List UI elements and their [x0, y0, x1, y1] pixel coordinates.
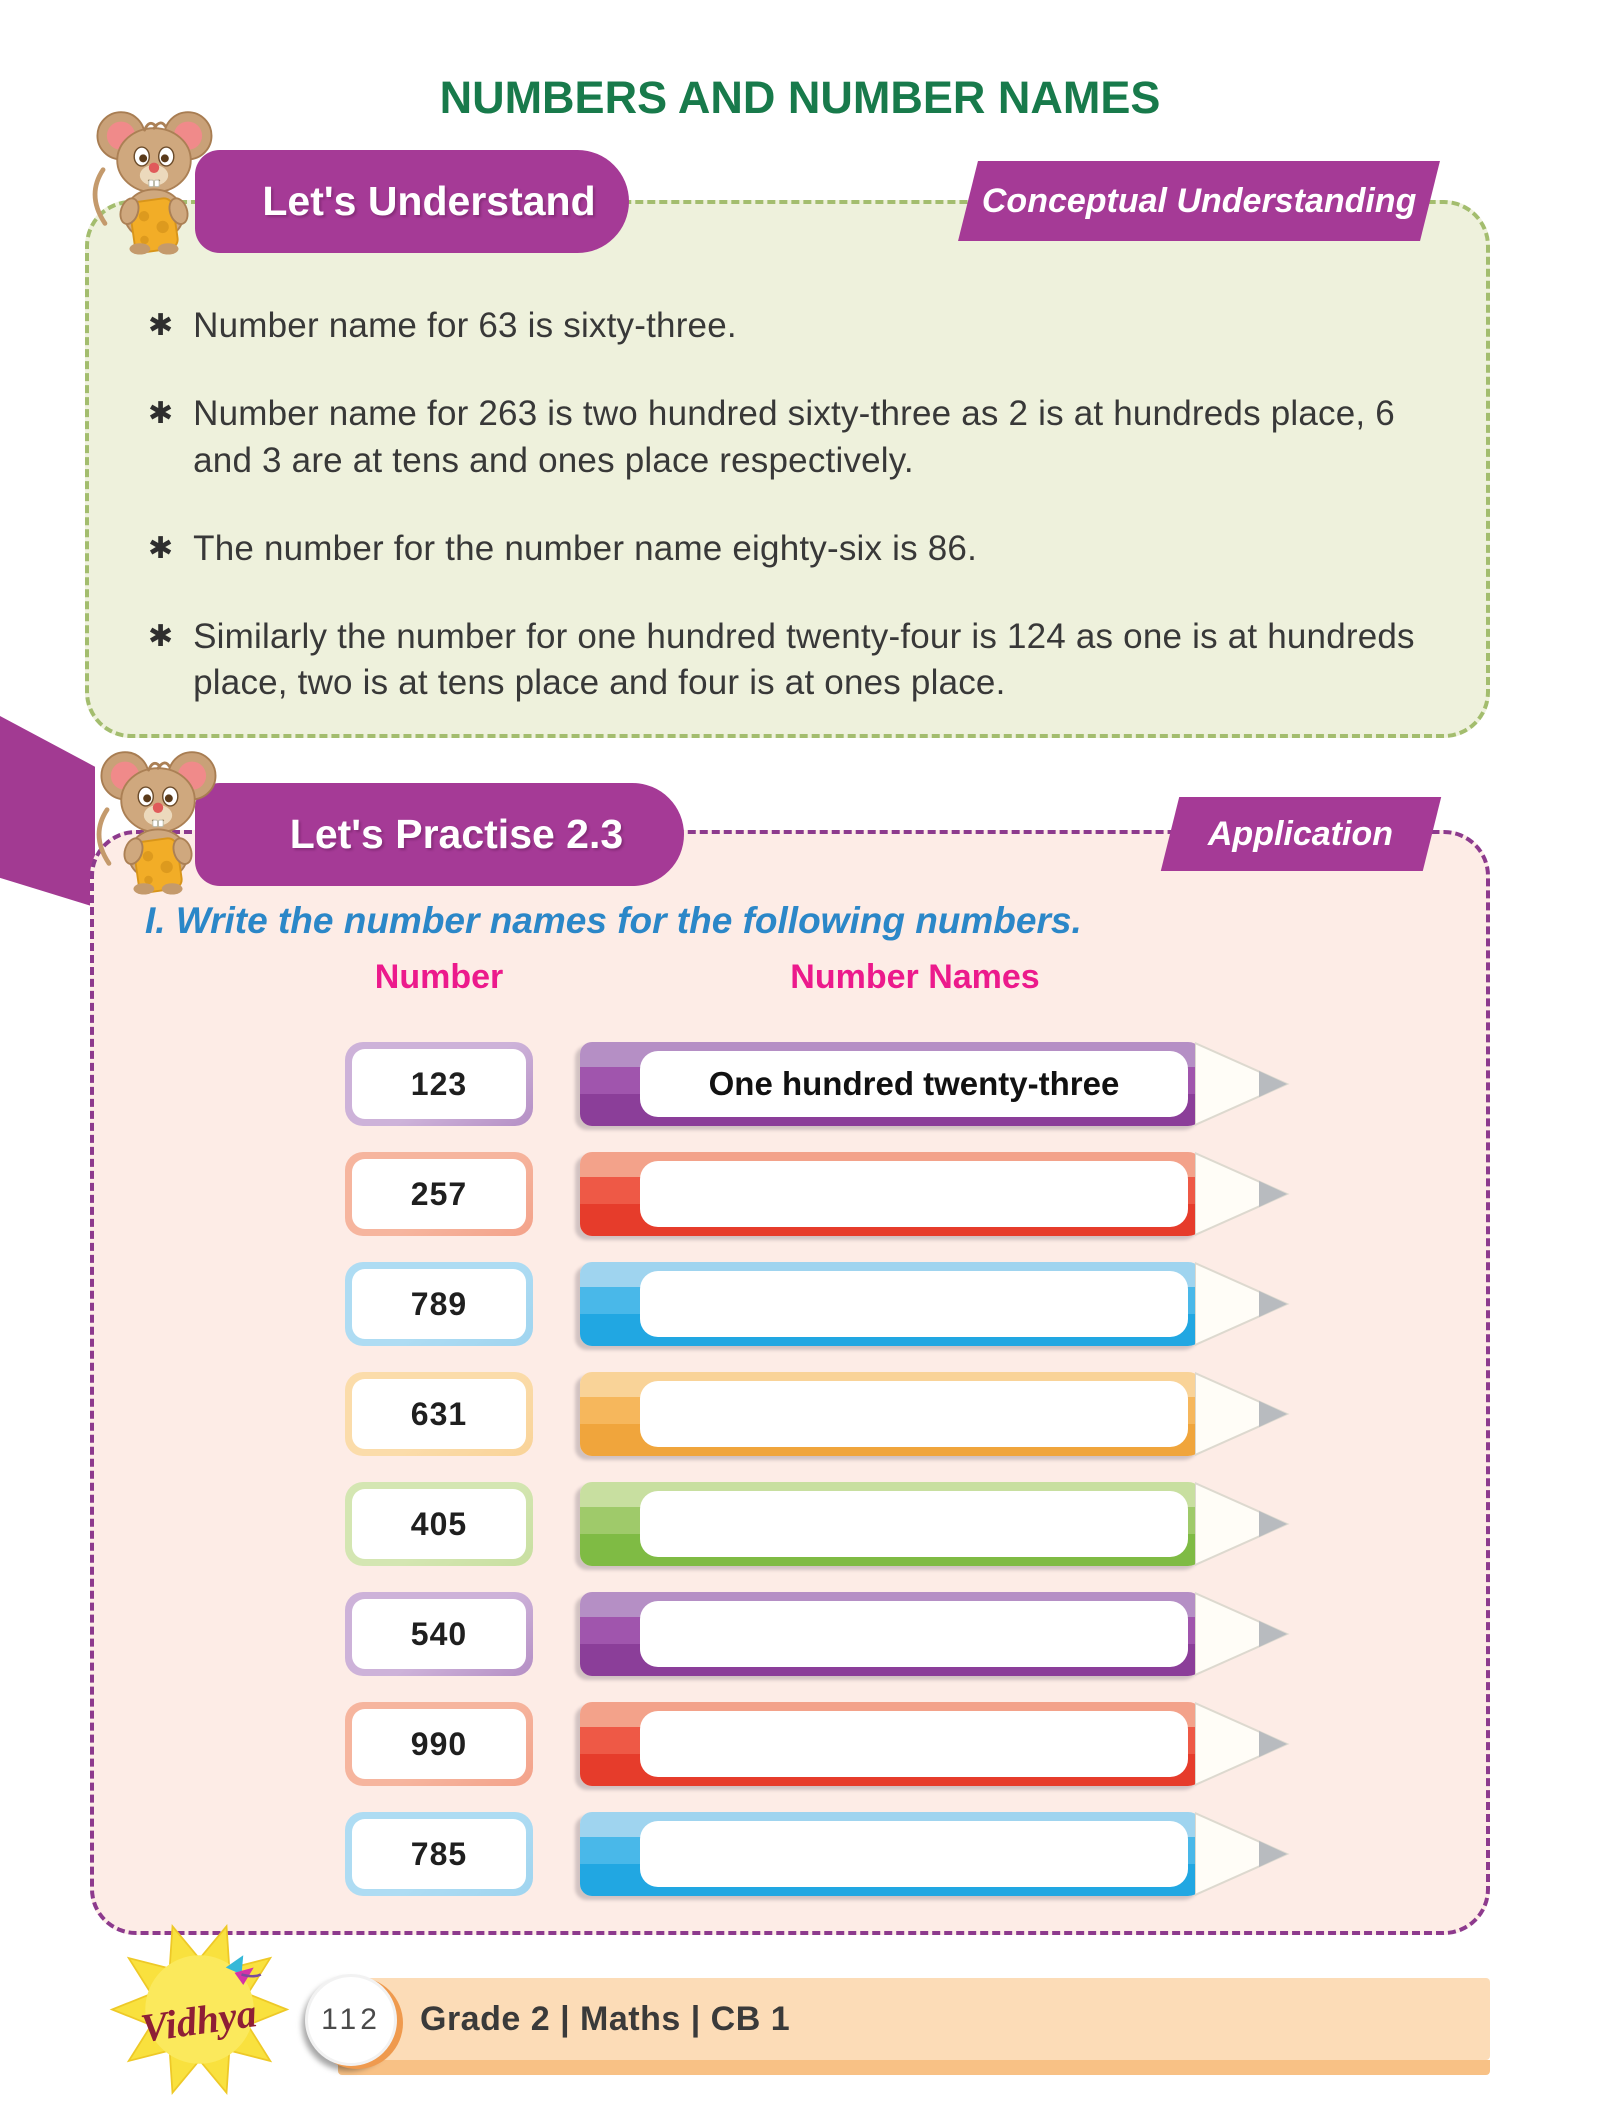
- number-value: 631: [352, 1379, 526, 1449]
- understand-badge-label: Let's Understand: [262, 178, 596, 224]
- pencil-tip-icon: [1195, 1482, 1290, 1566]
- bullet-text: The number for the number name eighty-six is 86.: [193, 528, 977, 568]
- footer-bar: [338, 1978, 1490, 2060]
- pencil-tip-icon: [1195, 1152, 1290, 1236]
- number-value: 257: [352, 1159, 526, 1229]
- answer-blank[interactable]: [640, 1711, 1188, 1777]
- bullet-text: Number name for 63 is sixty-three.: [193, 306, 737, 345]
- practise-badge: [195, 783, 684, 886]
- number-value: 540: [352, 1599, 526, 1669]
- bullet-item: [148, 526, 1448, 573]
- chapter-bookmark-ribbon: [0, 716, 95, 911]
- number-box: [345, 1592, 533, 1676]
- answer-pencil: [580, 1042, 1290, 1126]
- page-number-badge: 112: [305, 1974, 397, 2066]
- mouse-mascot-icon: [88, 105, 220, 257]
- practice-row: [345, 1262, 1290, 1346]
- answer-pencil: [580, 1812, 1290, 1896]
- footer-breadcrumb: Grade 2 | Maths | CB 1: [420, 1999, 791, 2038]
- practice-row: [345, 1702, 1290, 1786]
- number-value: 789: [352, 1269, 526, 1339]
- pencil-tip-icon: [1195, 1812, 1290, 1896]
- column-header-number: Number: [374, 958, 504, 996]
- number-value: 123: [352, 1049, 526, 1119]
- number-box: [345, 1372, 533, 1456]
- bullet-text: Number name for 263 is two hundred sixty-three as 2 is at hundreds place, 6 and 3 are at tens and ones place respectively.: [193, 393, 1395, 480]
- conceptual-understanding-tag: [958, 161, 1440, 241]
- application-label: Application: [1208, 814, 1394, 853]
- number-box: [345, 1262, 533, 1346]
- asterisk-bullet-icon: ✱: [148, 619, 174, 653]
- page-title: NUMBERS AND NUMBER NAMES: [439, 72, 1161, 123]
- answer-blank[interactable]: [640, 1491, 1188, 1557]
- pencil-tip-icon: [1195, 1042, 1290, 1126]
- bullet-item: [148, 303, 1448, 350]
- pencil-tip-icon: [1195, 1592, 1290, 1676]
- answer-pencil: [580, 1262, 1290, 1346]
- bullet-item: [148, 391, 1448, 485]
- answer-blank[interactable]: [640, 1601, 1188, 1667]
- pencil-tip-icon: [1195, 1372, 1290, 1456]
- practice-rows: [345, 1042, 1290, 1922]
- answer-blank[interactable]: [640, 1381, 1188, 1447]
- answer-pencil: [580, 1482, 1290, 1566]
- number-value: 785: [352, 1819, 526, 1889]
- answer-blank[interactable]: [640, 1161, 1188, 1227]
- practice-row: [345, 1592, 1290, 1676]
- number-box: [345, 1812, 533, 1896]
- pencil-tip-icon: [1195, 1262, 1290, 1346]
- number-value: 405: [352, 1489, 526, 1559]
- conceptual-understanding-label: Conceptual Understanding: [981, 181, 1417, 220]
- practice-row: [345, 1812, 1290, 1896]
- application-tag: [1161, 797, 1441, 871]
- answer-pencil: [580, 1592, 1290, 1676]
- vidhya-sun-logo: [82, 1922, 317, 2097]
- understand-bullet-list: [148, 303, 1448, 748]
- understand-badge: [195, 150, 629, 253]
- answer-blank[interactable]: [640, 1271, 1188, 1337]
- asterisk-bullet-icon: ✱: [148, 309, 174, 342]
- logo-wordmark: Vidhya: [137, 1990, 260, 2051]
- number-box: [345, 1152, 533, 1236]
- number-box: [345, 1482, 533, 1566]
- answer-pencil: [580, 1372, 1290, 1456]
- practice-row: [345, 1042, 1290, 1126]
- mouse-mascot-icon: [92, 745, 224, 897]
- number-box: [345, 1042, 533, 1126]
- column-header-number-names: Number Names: [790, 958, 1040, 996]
- answer-pencil: [580, 1702, 1290, 1786]
- answer-blank[interactable]: One hundred twenty-three: [640, 1051, 1188, 1117]
- pencil-tip-icon: [1195, 1702, 1290, 1786]
- exercise-instruction: I. Write the number names for the following numbers.: [145, 900, 1082, 941]
- answer-blank[interactable]: [640, 1821, 1188, 1887]
- bullet-item: [148, 614, 1448, 708]
- asterisk-bullet-icon: ✱: [148, 531, 174, 565]
- number-value: 990: [352, 1709, 526, 1779]
- bullet-text: Similarly the number for one hundred twenty-four is 124 as one is at hundreds place, two is at tens place and four is at ones place.: [193, 616, 1415, 703]
- answer-pencil: [580, 1152, 1290, 1236]
- number-box: [345, 1702, 533, 1786]
- practice-row: [345, 1152, 1290, 1236]
- practice-row: [345, 1372, 1290, 1456]
- asterisk-bullet-icon: ✱: [148, 396, 174, 430]
- practise-badge-label: Let's Practise 2.3: [289, 811, 624, 857]
- practice-row: [345, 1482, 1290, 1566]
